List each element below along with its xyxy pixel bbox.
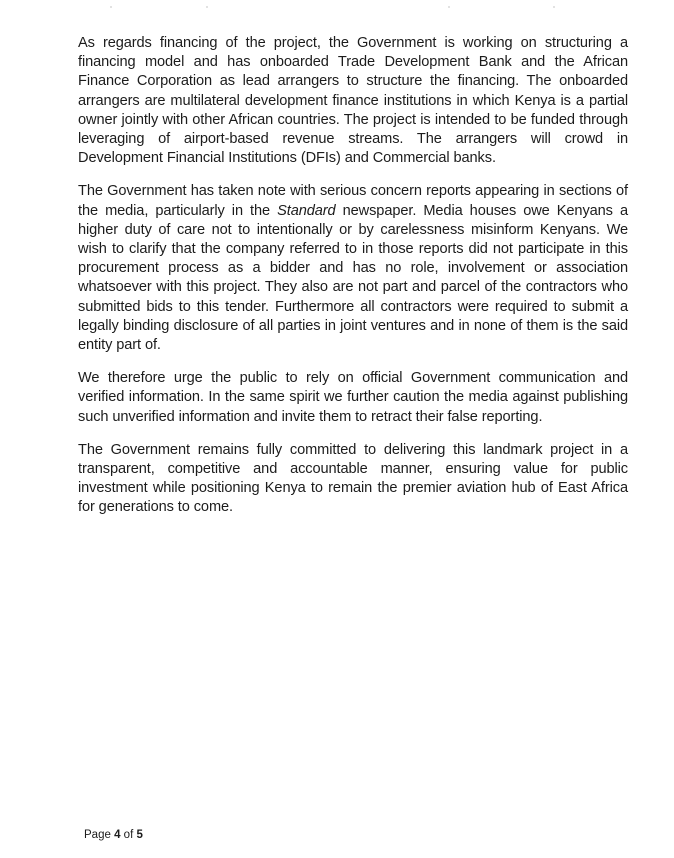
paragraph-media-concern-start: The Government has taken note with serious concern reports appearing in sections of the media, particularly in the (78, 183, 628, 219)
paragraph-media-concern-rest: newspaper. Media houses owe Kenyans a higher duty of care not to intentionally or by carelessness misinform Kenyans. We wish to clarify that the company referred to in those reports did not participate in this procurement process as a bidder and has no role, involvement or association whatsoever with this project. They also are not part and parcel of the contractors who submitted bids to this tender. Furthermore all contractors were required to submit a legally binding disclosure of all parties in joint ventures and in none of them is the said entity part of. (78, 202, 628, 354)
total-pages: 5 (136, 829, 143, 841)
paragraph-media-concern (78, 182, 628, 355)
scan-speck (206, 6, 208, 8)
paragraph-commitment: The Government remains fully committed to delivering this landmark project in a transparent, competitive and accountable manner, ensuring value for public investment while positioning Kenya to remain the premier aviation hub of East Africa for generations to come. (78, 441, 628, 516)
page-footer (84, 828, 143, 842)
paragraph-financing: As regards financing of the project, the Government is working on structuring a financing model and has onboarded Trade Development Bank and the African Finance Corporation as lead arrangers to structure the financing. The onboarded arrangers are multilateral development finance institutions in which Kenya is a partial owner jointly with other African countries. The project is intended to be funded through leveraging of airport-based revenue streams. The arrangers will crowd in Development Financial Institutions (DFIs) and Commercial banks. (78, 35, 628, 167)
scan-speck (110, 6, 112, 8)
page-number: 4 (114, 829, 121, 841)
of-label: of (123, 829, 134, 841)
paragraph-public-urge: We therefore urge the public to rely on official Government communication and verified information. In the same spirit we further caution the media against publishing such unverified information and invite them to retract their false reporting. (78, 370, 628, 425)
newspaper-name: Standard (277, 202, 336, 219)
page-label: Page (84, 829, 111, 841)
scan-speck (448, 6, 450, 8)
scan-speck (553, 6, 555, 8)
body-text (78, 34, 628, 532)
